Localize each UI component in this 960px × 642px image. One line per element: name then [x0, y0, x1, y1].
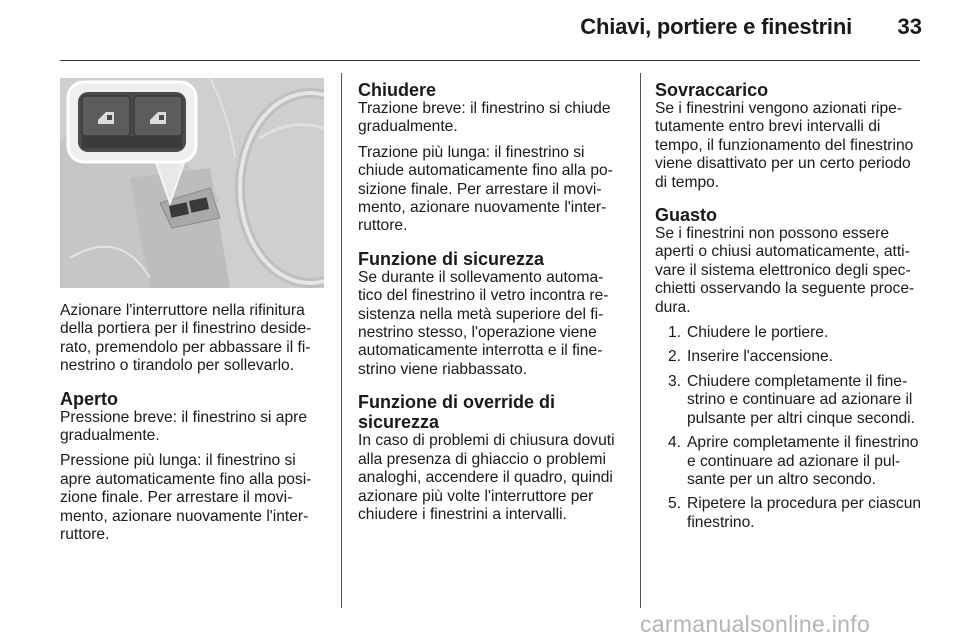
- column-divider-right: [640, 73, 641, 608]
- aperto-paragraph-2: Pressione più lunga: il finestrino si apre automaticamente fino alla posi-zione finale. Per arrestare il movi-mento, azionare nuovamente l'inter-ruttore.: [60, 452, 312, 544]
- right-column: [655, 80, 923, 545]
- watermark[interactable]: carmanualsonline.info: [640, 611, 871, 637]
- procedure-steps: [655, 324, 923, 532]
- step-number: 5.: [667, 495, 681, 513]
- list-item: [655, 495, 923, 532]
- list-item: [655, 434, 923, 489]
- guasto-paragraph: Se i finestrini non possono essere aperti o chiusi automaticamente, atti-vare il sistema elettronico degli spec-chietti osservando la seguente proce-dura.: [655, 225, 915, 316]
- step-number: 2.: [667, 348, 681, 366]
- step-text: Chiudere le portiere.: [687, 324, 829, 342]
- column-divider-left: [341, 73, 342, 608]
- left-column: [60, 302, 326, 557]
- section-heading-guasto: Guasto: [655, 205, 718, 226]
- page-title: Chiavi, portiere e finestrini: [580, 14, 852, 39]
- list-item: [655, 324, 923, 342]
- sicurezza-paragraph: Se durante il sollevamento automa-tico del finestrino il vetro incontra re-sistenza nella metà superiore del fi-nestrino stesso, l'operazione viene automaticamente interrotta e il fine-strino viene riabbassato.: [358, 268, 609, 378]
- list-item: [655, 373, 923, 428]
- step-number: 3.: [667, 372, 681, 390]
- section-heading-sovraccarico: Sovraccarico: [655, 80, 769, 100]
- intro-paragraph: Azionare l'interruttore nella rifinitura della portiera per il finestrino deside-rato, premendolo per abbassare il fi-nestrino o tirandolo per sollevarlo.: [60, 302, 312, 375]
- step-number: 1.: [667, 324, 681, 342]
- step-text: Inserire l'accensione.: [687, 348, 833, 366]
- step-text: Aprire completamente il finestrino e continuare ad azionare il pul-sante per un altro secondo.: [687, 434, 919, 488]
- chiudere-paragraph-2: Trazione più lunga: il finestrino si chiude automaticamente fino alla po-sizione finale. Per arrestare il movi-mento, azionare nuovamente l'inter-ruttore.: [358, 143, 613, 235]
- middle-column: [358, 80, 626, 537]
- section-heading-chiudere: Chiudere: [358, 80, 437, 100]
- step-text: Ripetere la procedura per ciascun finestrino.: [687, 495, 922, 531]
- override-paragraph: In caso di problemi di chiusura dovuti alla presenza di ghiaccio o problemi analoghi, accendere il quadro, quindi azionare più volte l'interruttore per chiudere i finestrini a intervalli.: [358, 432, 615, 523]
- step-number: 4.: [667, 434, 681, 452]
- sovraccarico-paragraph: Se i finestrini vengono azionati ripe-tutamente entro brevi intervalli di tempo, il funzionamento del finestrino viene disattivato per un certo periodo di tempo.: [655, 100, 914, 191]
- section-heading-sicurezza: Funzione di sicurezza: [358, 248, 545, 269]
- chiudere-paragraph-1: Trazione breve: il finestrino si chiude gradualmente.: [358, 100, 611, 136]
- header-divider: [60, 60, 920, 61]
- window-switch-drawing: [60, 78, 324, 288]
- section-heading-override: Funzione di override di sicurezza: [358, 392, 556, 433]
- section-heading-aperto: Aperto: [60, 388, 118, 409]
- aperto-paragraph-1: Pressione breve: il finestrino si apre gradualmente.: [60, 408, 308, 445]
- list-item: [655, 348, 923, 366]
- step-text: Chiudere completamente il fine-strino e continuare ad azionare il pulsante per altri cinque secondi.: [687, 372, 915, 427]
- window-switch-illustration: [60, 78, 324, 288]
- page-number: 33: [897, 14, 922, 39]
